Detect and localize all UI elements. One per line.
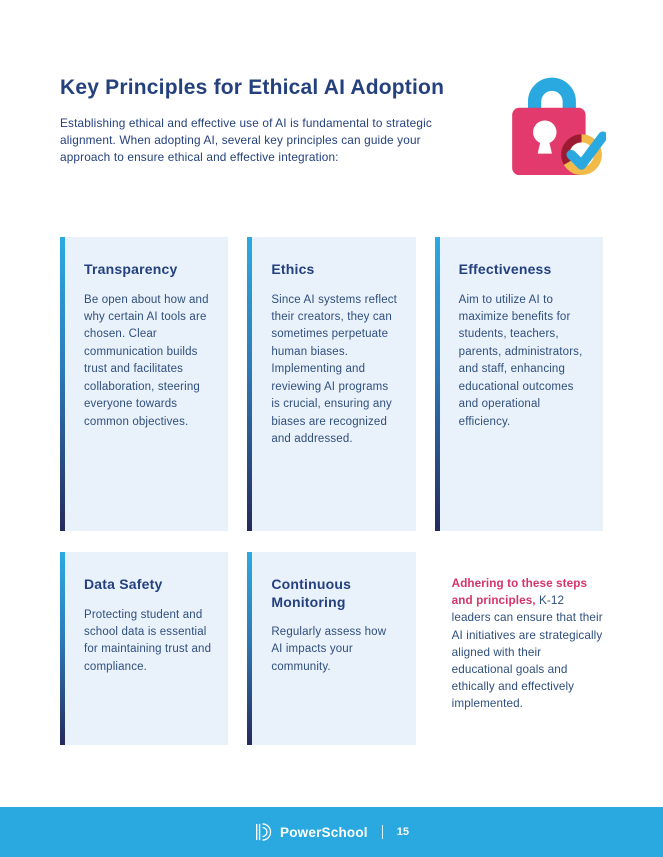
card-title: Data Safety	[84, 576, 163, 592]
card-continuous-monitoring	[247, 552, 415, 745]
conclusion-paragraph	[435, 552, 603, 745]
card-body: Regularly assess how AI impacts your community.	[271, 626, 387, 673]
card-title: Continuous Monitoring	[271, 576, 352, 610]
page-number: 15	[396, 826, 409, 838]
card-title: Transparency	[84, 261, 178, 277]
card-body: Be open about how and why certain AI tools are chosen. Clear communication builds trust and facilitates collaboration, steering everyone towards common objectives.	[84, 293, 209, 428]
page-footer	[0, 807, 663, 857]
brand-name: PowerSchool	[280, 824, 368, 840]
card-title: Effectiveness	[458, 261, 552, 277]
conclusion-rest: K-12 leaders can ensure that their AI initiatives are strategically aligned with their educational goals and ethically and effectively implemented.	[451, 594, 603, 711]
page-header	[60, 76, 480, 166]
card-transparency	[60, 237, 228, 531]
principles-grid	[60, 237, 603, 745]
page-title: Key Principles for Ethical AI Adoption	[60, 76, 445, 99]
card-body: Since AI systems reflect their creators, they can sometimes perpetuate human biases. Implementing and reviewing AI programs is crucial, ensuring any biases are recognized and addressed.	[271, 293, 397, 446]
conclusion-highlight: Adhering to these steps and principles,	[451, 577, 588, 608]
card-data-safety	[60, 552, 228, 745]
powerschool-logo-icon	[254, 821, 272, 843]
lock-with-checkmark-icon	[504, 64, 606, 178]
footer-divider	[382, 825, 383, 839]
card-ethics	[247, 237, 415, 531]
intro-paragraph: Establishing ethical and effective use of AI is fundamental to strategic alignment. When adopting AI, several key principles can guide your approach to ensure ethical and effective integration:	[60, 116, 432, 164]
card-body: Protecting student and school data is essential for maintaining trust and compliance.	[84, 608, 212, 673]
card-body: Aim to utilize AI to maximize benefits for students, teachers, parents, administrators, and staff, enhancing educational outcomes and operational efficiency.	[458, 293, 583, 428]
card-title: Ethics	[271, 261, 315, 277]
card-effectiveness	[435, 237, 603, 531]
